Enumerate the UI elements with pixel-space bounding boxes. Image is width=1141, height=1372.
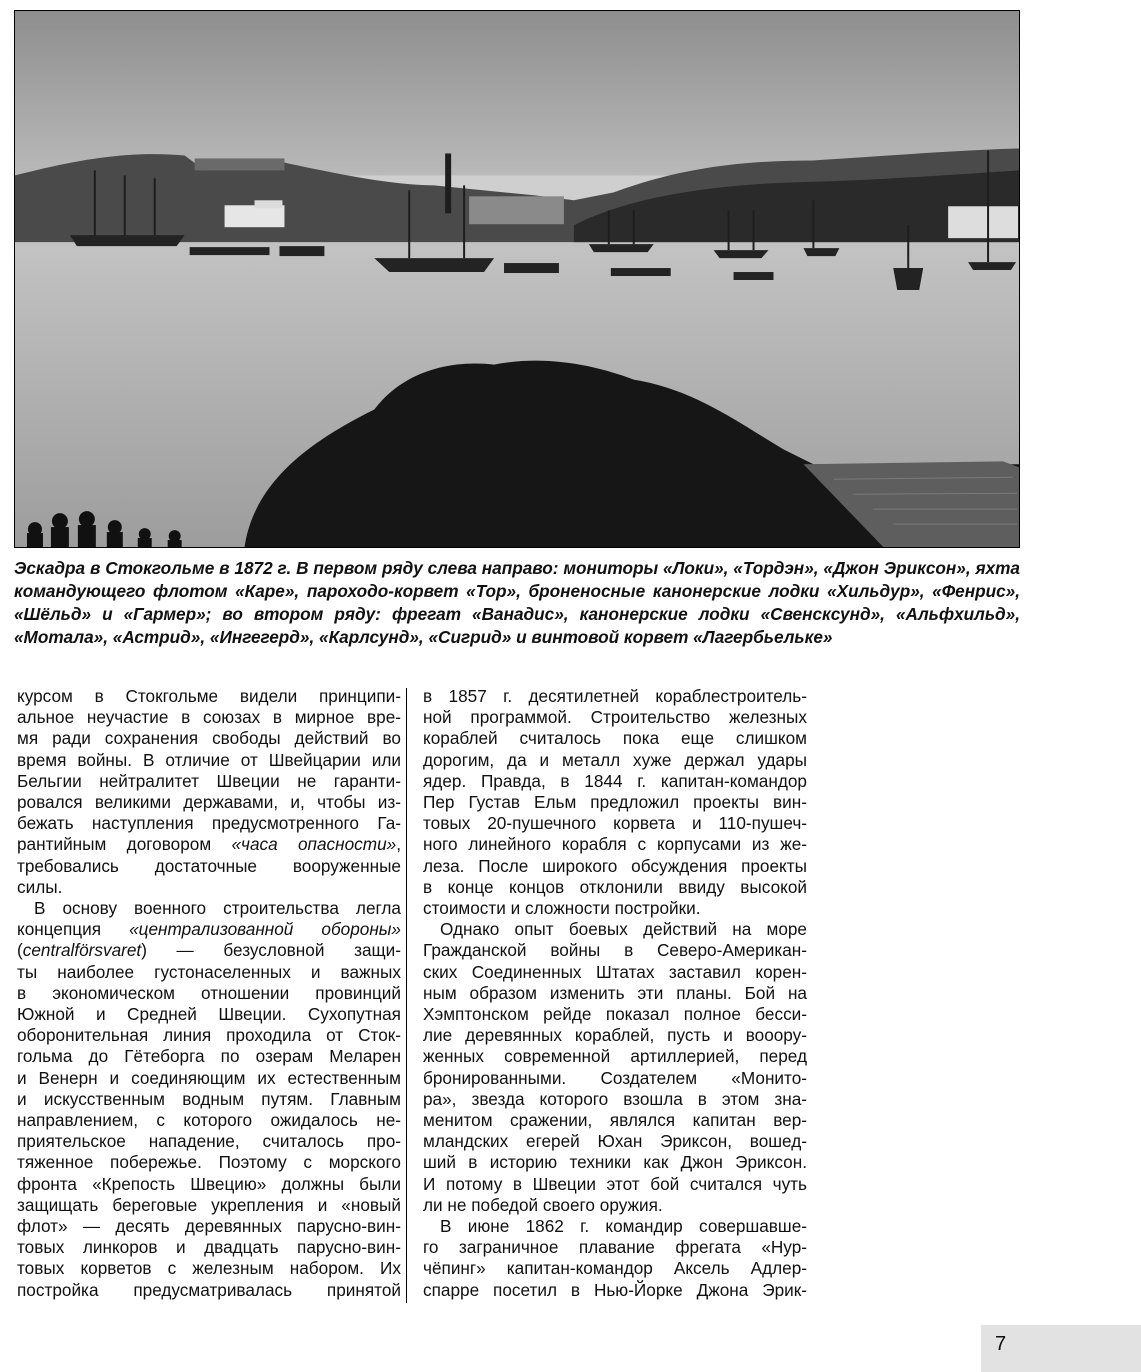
text-fragment: ( (17, 940, 23, 961)
text-line: стоимости и сложности постройки. (423, 898, 701, 919)
text-line: в экономическом отношении провинций (17, 982, 401, 1003)
column-divider (406, 688, 407, 1303)
text-line: мландских егерей Юхан Эриксон, вошед- (423, 1131, 807, 1152)
text-line: флот» — десять деревянных парусно-вин- (17, 1216, 401, 1237)
text-line: женных современной артиллерией, перед (423, 1046, 807, 1067)
text-line: леза. После широкого обсуждения проекты (423, 855, 807, 876)
text-line: товых линкоров и двадцать парусно-вин- (17, 1237, 401, 1258)
text-line: ровался великими державами, и, чтобы из- (17, 792, 401, 813)
text-line: ских Соединенных Штатах заставил корен- (423, 961, 807, 982)
text-line: ядер. Правда, в 1844 г. капитан-командор (423, 770, 807, 791)
harbor-photo (14, 10, 1020, 548)
paragraph (17, 686, 401, 898)
page-number: 7 (995, 1333, 1007, 1355)
text-line: Пер Густав Ельм предложил проекты вин- (423, 792, 807, 813)
text-line: Гражданской войны в Северо-Американ- (423, 940, 807, 961)
text-line: Бельгии нейтралитет Швеции не гаранти- (17, 770, 401, 791)
text-line: В основу военного строительства легла (34, 898, 401, 919)
text-line: время войны. В отличие от Швейцарии или (17, 749, 401, 770)
text-line: фронта «Крепость Швецию» должны были (17, 1173, 401, 1194)
text-line: товых 20-пушечного корвета и 110-пушеч- (423, 813, 807, 834)
italic-term: centralförsvaret (22, 940, 142, 961)
text-line: курсом в Стокгольме видели принципи- (17, 686, 401, 706)
text-line: ший в историю техники как Джон Эриксон. (423, 1152, 807, 1173)
text-line: дорогим, да и металл хуже держал удары (423, 749, 807, 770)
text-line: и искусственным водным путям. Главным (17, 1088, 401, 1109)
text-line: менитом сражении, являлся капитан вер- (423, 1110, 807, 1131)
text-line: ты наиболее густонаселенных и важных (17, 961, 401, 982)
text-column-right (423, 686, 807, 1301)
text-line: ным образом изменить эти планы. Бой на (423, 982, 807, 1003)
text-line: постройка предусматривалась принятой (17, 1279, 401, 1300)
text-line: и Венерн и соединяющим их естественным (17, 1067, 401, 1088)
text-line: защищать береговые укрепления и «новый (17, 1194, 401, 1215)
text-line (17, 919, 401, 940)
text-line: бронированными. Создателем «Монито- (423, 1067, 807, 1088)
text-line: силы. (17, 876, 63, 897)
text-line: Южной и Средней Швеции. Сухопутная (17, 1004, 401, 1025)
text-line: спарре посетил в Нью-Йорке Джона Эрик- (423, 1279, 807, 1300)
text-line: мя ради сохранения свободы действий во (17, 728, 401, 749)
text-line: гольма до Гётеборга по озерам Меларен (17, 1046, 401, 1067)
text-line (17, 940, 401, 961)
text-line: чёпинг» капитан-командор Аксель Адлер- (423, 1258, 807, 1279)
photo-caption: Эскадра в Стокгольме в 1872 г. В первом ряду слева направо: мониторы «Локи», «Тордэн», «Джон Эриксон», яхта командующего флотом «Каре», пароходо-корвет «Тор», броненосные канонерские лодки «Хильдур», «Фенрис», «Шёльд» и «Гармер»; во втором ряду: фрегат «Ванадис», канонерские лодки «Свенсксунд», «Альфхильд», «Мотала», «Астрид», «Ингегерд», «Карлсунд», «Сигрид» и винтовой корвет «Лагербьельке» (14, 558, 1020, 647)
paragraph (423, 686, 807, 919)
text-line: тяженное побережье. Поэтому с морского (17, 1152, 401, 1173)
text-line: го заграничное плавание фрегата «Нур- (423, 1237, 807, 1258)
text-line: ра», звезда которого взошла в этом зна- (423, 1088, 807, 1109)
text-line: кораблей считалось пока еще слишком (423, 728, 807, 749)
text-line: оборонительная линия проходила от Сток- (17, 1025, 401, 1046)
text-line: альное неучастие в союзах в мирное вре- (17, 707, 401, 728)
text-line (17, 834, 401, 855)
text-line: лие деревянных кораблей, пусть и вооору- (423, 1025, 807, 1046)
text-line: И потому в Швеции этот бой считался чуть (423, 1173, 807, 1194)
text-line: бежать наступления предусмотренного Га- (17, 813, 401, 834)
text-line: В июне 1862 г. командир совершавше- (440, 1216, 807, 1237)
text-fragment: ) — безусловной защи- (141, 940, 401, 961)
text-line: в конце концов отклонили ввиду высокой (423, 876, 807, 897)
text-line: требовались достаточные вооруженные (17, 855, 401, 876)
text-fragment: , (396, 834, 401, 855)
text-line: Однако опыт боевых действий на море (440, 919, 807, 940)
paragraph (423, 919, 807, 1216)
paragraph (17, 898, 401, 1301)
harbor-photo-illustration (15, 11, 1019, 547)
text-line: приятельское нападение, считалось про- (17, 1131, 401, 1152)
text-line: направлением, с которого ожидалось не- (17, 1110, 401, 1131)
text-line: ли не победой своего оружия. (423, 1194, 663, 1215)
text-line: Хэмптонском рейде показал полное бесси- (423, 1004, 807, 1025)
text-line: товых корветов с железным набором. Их (17, 1258, 401, 1279)
italic-term: «часа опасности» (231, 834, 397, 855)
text-column-left (17, 686, 401, 1301)
text-line: ного линейного корабля с корпусами из же- (423, 834, 807, 855)
paragraph (423, 1216, 807, 1301)
text-line: ной программой. Строительство железных (423, 707, 807, 728)
page-number-tab (981, 1325, 1141, 1372)
text-line: в 1857 г. десятилетней кораблестроитель- (423, 686, 807, 706)
italic-term: «централизованной обороны» (129, 919, 401, 940)
text-fragment: рантийным договором (17, 834, 232, 855)
text-fragment: концепция (17, 919, 130, 940)
